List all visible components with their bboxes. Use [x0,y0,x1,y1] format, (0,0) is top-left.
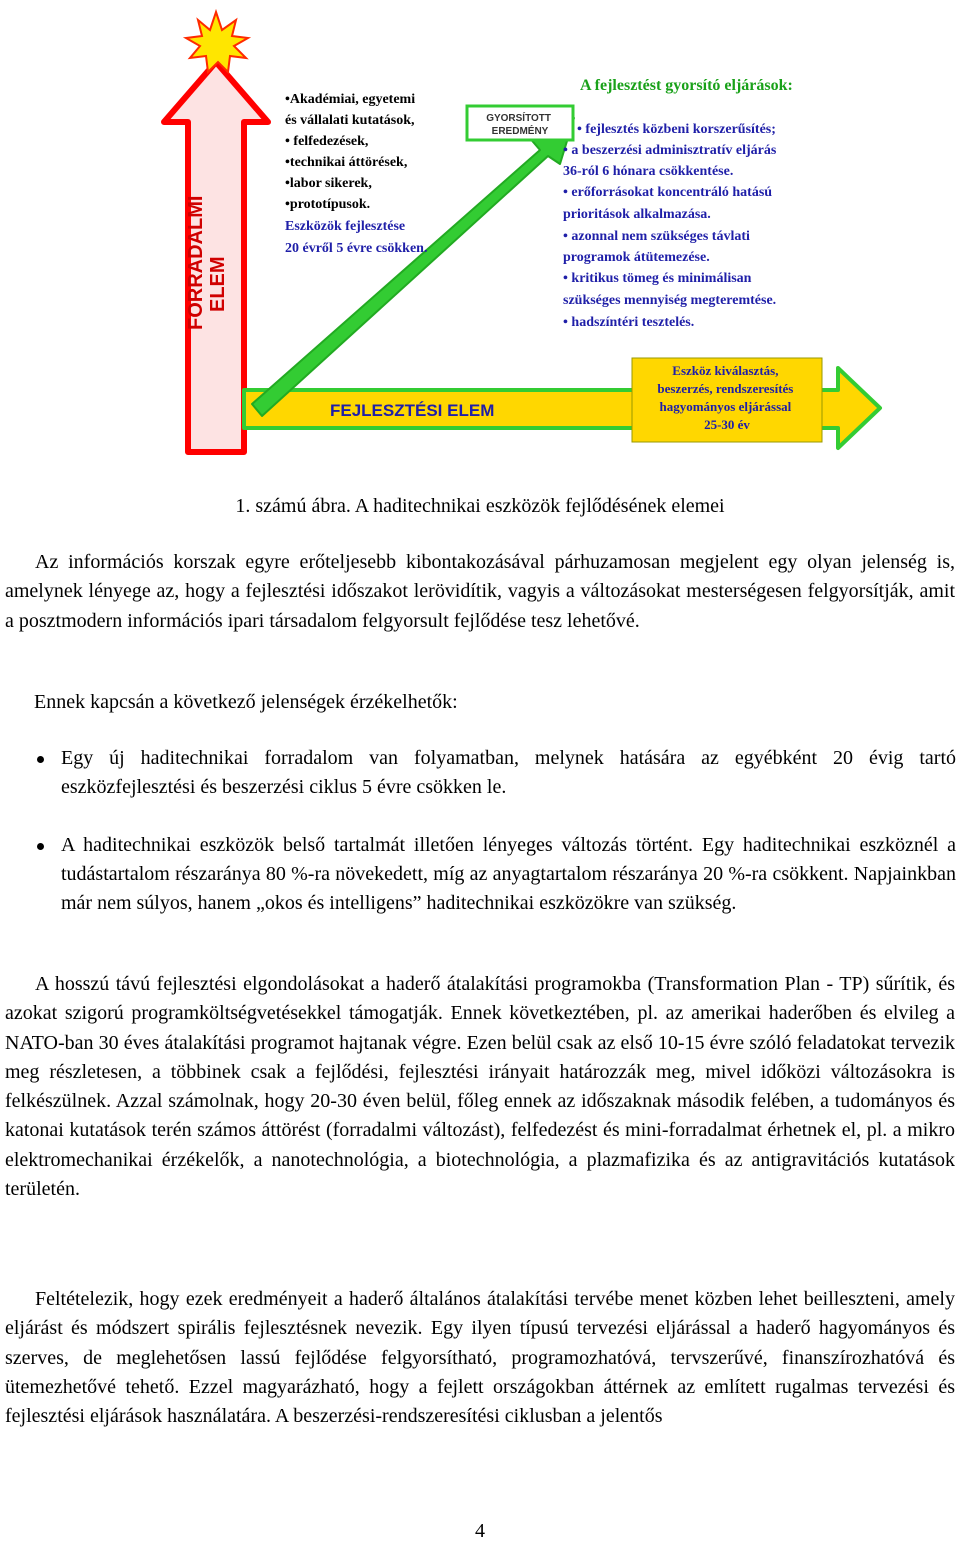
figure-caption: 1. számú ábra. A haditechnikai eszközök fejlődésének elemei [235,495,725,517]
development-element-label: FEJLESZTÉSI ELEM [330,401,495,420]
research-list: •Akadémiai, egyetemi és vállalati kutatások, • felfedezések, •technikai áttörések, •labor sikerek, •prototípusok. [285,92,416,212]
accelerating-procedures-title: A fejlesztést gyorsító eljárások: [580,77,793,94]
phenomena-intro: Ennek kapcsán a következő jelenségek érzékelhetők: [34,691,458,713]
accelerated-result-label: GYORSÍTOTT EREDMÉNY [486,113,552,137]
bullet-icon [37,843,44,850]
star-burst-icon [186,12,248,72]
bullet-icon [37,756,44,763]
paragraph-information-age: Az információs korszak egyre erőteljesebb kibontakozásával párhuzamosan megjelent egy olyan jelenség is, amelynek lényege az, hogy a fejlesztési időszakot lerövidítik, vagyis a változásokat mesterségesen felgyorsítják, amit a posztmodern információs ipari társadalom felgyorsult fejlődése tesz lehetővé. [5,551,955,632]
list-item: A haditechnikai eszközök belső tartalmát illetően lényeges változás történt. Egy haditechnikai eszköznél a tudástartalom részaránya 80 %-ra növekedett, míg az anyagtartalom részaránya 20 %-ra csökkent. Napjainkban már nem súlyos, hanem „okos és intelligens” haditechnikai eszközökre van szükség. [0,831,960,919]
paragraph-transformation-plan: A hosszú távú fejlesztési elgondolásokat a haderő átalakítási programokba (Transformation Plan - TP) sűrítik, és azokat szigorú programköltségvetésekkel támogatják. Ennek következtében, pl. az amerikai haderőben és elvileg a NATO-ban 30 éves átalakítási programot hajtanak végre. Ezen belül csak az első 10-15 évre szóló feladatokat tervezik meg részletesen, a többinek csak a fejlődési, fejlesztési irányait határozzák meg, mivel időközi változásokra is felkészülnek. Azzal számolnak, hogy 20-30 éven belül, főleg ennek az időszaknak második felében, a tudományos és katonai kutatások terén számos áttörést (forradalmi változást), felfedezést és mini-forradalmat érhetnek el, pl. a mikro elektromechanikai érzékelők, a nanotechnológia, a biotechnológia, a plazmafizika és az antigravitációs kutatások területén. [5,973,955,1201]
page-number: 4 [475,1520,485,1542]
list-item: Egy új haditechnikai forradalom van folyamatban, melynek hatására az egyébként 20 évig tartó eszközfejlesztési és beszerzési ciklus 5 évre csökken le. [0,744,960,803]
development-time-note: Eszközök fejlesztése 20 évről 5 évre csökken. [285,219,428,256]
accelerating-procedures-list: • fejlesztés közbeni korszerűsítés; • a beszerzési adminisztratív eljárás 36-ról 6 hónara csökkentése. • erőforrásokat koncentráló hatású prioritások alkalmazása. • azonnal nem szükséges távlati programok átütemezése. • kritikus tömeg és minimálisan szükséges mennyiség megteremtése. • hadszíntéri tesztelés. [563,122,777,330]
phenomena-list [0,744,960,946]
traditional-procurement-text: Eszköz kiválasztás, beszerzés, rendszeresítés hagyományos eljárással 25-30 év [657,363,794,432]
development-elements-figure [0,0,960,470]
revolutionary-element-label: FORRADALMI ELEM [185,195,229,330]
paragraph-spiral-development: Feltételezik, hogy ezek eredményeit a haderő általános átalakítási tervébe menet közben lehet beilleszteni, amely eljárást és módszert spirális fejlesztésnek nevezik. Egy ilyen típusú tervezési eljárással a haderő hagyományos és szerves, de meglehetősen lassú fejlődése felgyorsítható, programozhatóvá, tervszerűvé, finanszírozhatóvá és ütemezhetővé tehető. Ezzel magyarázható, hogy a fejlett országokban áttérnek az említett rugalmas tervezési és fejlesztési eljárások használatára. A beszerzési-rendszeresítési ciklusban a jelentős [5,1288,955,1428]
